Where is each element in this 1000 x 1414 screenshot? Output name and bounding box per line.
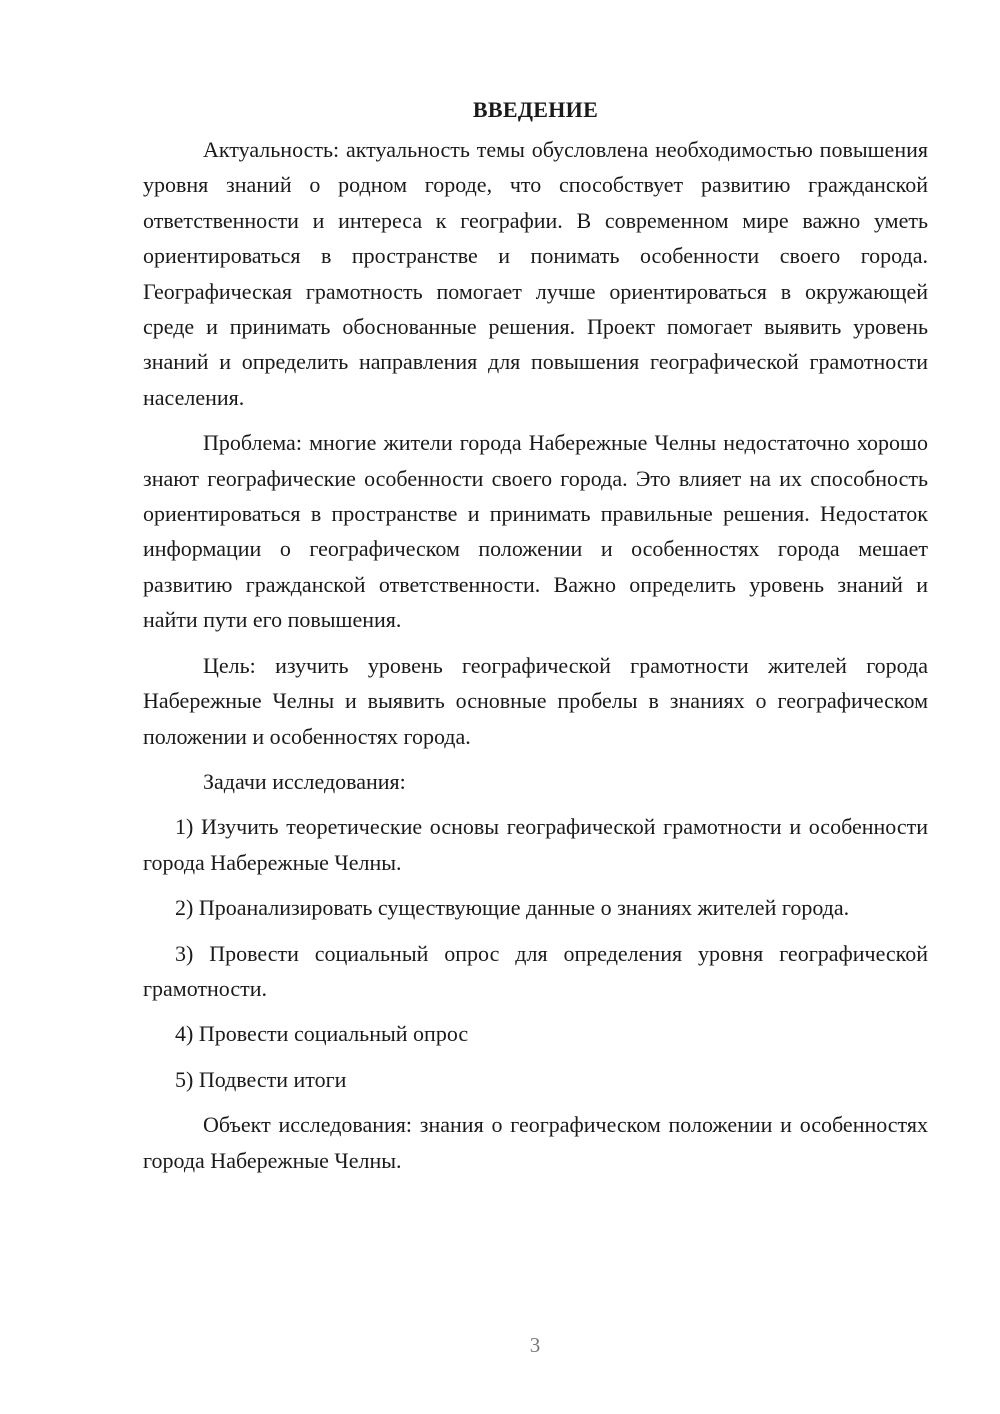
task-item-5: 5) Подвести итоги	[175, 1066, 347, 1092]
section-title: ВВЕДЕНИЕ	[472, 97, 599, 122]
task-item-2: 2) Проанализировать существующие данные о знаниях жителей города.	[175, 895, 850, 921]
tasks-heading: Задачи исследования:	[203, 768, 406, 794]
task-item-3: 3) Провести социальный опрос для определения уровня географической грамотности.	[143, 940, 928, 1001]
goal-paragraph: Цель: изучить уровень географической грамотности жителей города Набережные Челны и выявить основные пробелы в знаниях о географическом положении и особенностях города.	[143, 652, 928, 749]
page-number: 3	[529, 1333, 541, 1357]
problem-paragraph: Проблема: многие жители города Набережные Челны недостаточно хорошо знают географические особенности своего города. Это влияет на их способность ориентироваться в пространстве и принимать правильные решения. Недостаток информации о географическом положении и особенностях города мешает развитию гражданской ответственности. Важно определить уровень знаний и найти пути его повышения.	[143, 430, 928, 633]
task-item-4: 4) Провести социальный опрос	[175, 1021, 469, 1047]
task-item-1: 1) Изучить теоретические основы географической грамотности и особенности города Набережные Челны.	[143, 814, 928, 875]
relevance-paragraph: Актуальность: актуальность темы обусловлена необходимостью повышения уровня знаний о родном городе, что способствует развитию гражданской ответственности и интереса к географии. В современном мире важно уметь ориентироваться в пространстве и понимать особенности своего города. Географическая грамотность помогает лучше ориентироваться в окружающей среде и принимать обоснованные решения. Проект помогает выявить уровень знаний и определить направления для повышения географической грамотности населения.	[143, 137, 928, 410]
document-page	[143, 92, 928, 1188]
object-paragraph: Объект исследования: знания о географическом положении и особенностях города Набережные Челны.	[143, 1112, 928, 1173]
